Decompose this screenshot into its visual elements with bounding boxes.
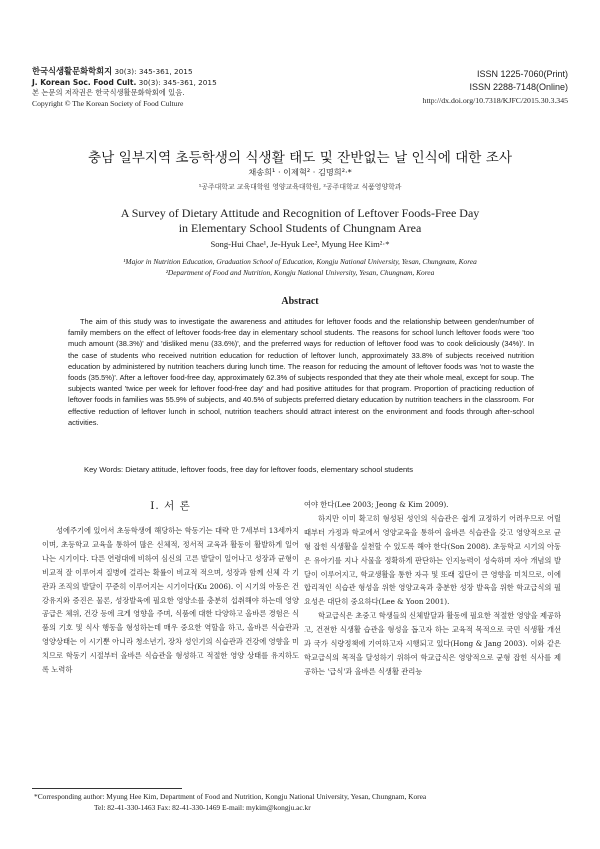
footnote xyxy=(34,792,574,813)
footnote-divider xyxy=(32,788,182,789)
abstract-text: The aim of this study was to investigate the awareness and attitudes for leftover foods and the relationship between gender/number of family members on the effect of leftover foods-free day in elementary school students. The reasons for school lunch leftover foods were 'too much amount (38.3%)' and 'disliked menu (33.6%)', and the preferred ways for reduction of leftover food was 'to cook deliciously (34%)'. In the case of students who received nutrition education for reduction of leftover lunch, approximately 33.8% of subjects received nutrition education by administered by nutrition teachers during lunch time. The reason for reducing the amount of leftover foods was 'not to waste the foods (35.5%)'. After a leftover food-free day, approximately 62.3% of subjects responded that they ate their whole meal, except for soup. The subjects wanted 'twice per week for leftover food-free day' and had positive attitudes for that program. Proportion of practicing reduction of leftover foods in families was 55.9% of subjects, and 40.5% of subjects preferred dietary education by nutrition teachers in the classroom. For effective reduction of leftover lunch in school, nutrition teachers should attract interest on the environment and foods through after-school activities. xyxy=(68,317,534,427)
journal-header xyxy=(32,66,217,109)
issn-online: ISSN 2288-7148(Online) xyxy=(469,82,568,92)
issn-print: ISSN 1225-7060(Print) xyxy=(476,69,568,79)
title-korean: 충남 일부지역 초등학생의 식생활 태도 및 잔반없는 날 인식에 대한 조사 xyxy=(87,150,513,166)
title-english xyxy=(0,206,600,236)
paragraph: 성에주기에 있어서 초등학생에 해당하는 학동기는 대략 만 7세부터 13세까지이며, 초등학교 교육을 통하여 많은 신체적, 정서적 교육과 활동이 활발하게 일어나는 시기이다. 다른 연령대에 비하여 심신의 고른 발달이 일어나고 성장과 균형이 비교적 잘 이루어져 질병에 걸리는 확률이 비교적 적으며, 성장과 함께 신체 각 기관과 조직의 발달이 꾸준히 이루어지는 시기이다(Ku 2006). 이 시기의 아동은 건강유지와 증진은 물론, 성장발육에 필요한 영양소를 충분히 섭취해야 하는데 영양공급은 체위, 건강 등에 크게 영향을 주며, 식품에 대한 다양하고 올바른 경험은 식품의 기호 및 식사 행동을 형성하는데 매우 중요한 역할을 하고, 올바른 식습관과 영양상태는 이 시기뿐 아니라 청소년기, 장차 성인기의 식습관과 건강에 영향을 미치므로 학동기 시절부터 올바른 식습관을 형성하고 적절한 영양 상태를 유지하도록 노력하 xyxy=(42,526,299,675)
issn-block xyxy=(423,68,568,107)
copyright-en: Copyright © The Korean Society of Food Culture xyxy=(32,98,184,108)
body-column-right xyxy=(304,498,561,679)
doi-link[interactable]: http://dx.doi.org/10.7318/KJFC/2015.30.3.345 xyxy=(422,96,568,105)
copyright-ko: 본 논문의 저작권은 한국식생활문화학회에 있음. xyxy=(32,88,185,97)
journal-volume-en: 30(3): 345-361, 2015 xyxy=(138,77,217,87)
paragraph: 학교급식은 초중고 학생들의 신체발달과 활동에 필요한 적절한 영양을 제공하고, 건전한 식생활 습관을 형성을 돕고자 하는 교육적 목적으로 국민 식생활 개선과 국가 식량정책에 기여하고자 시행되고 있다(Hong & Jang 2003). 이와 같은 학교급식의 목적을 달성하기 위하여 학교급식은 영양적으로 균형 잡힌 식사를 제공하는 '급식'과 올바른 식생활 관리능 xyxy=(304,611,561,676)
abstract-heading: Abstract xyxy=(281,296,319,307)
body-column-left xyxy=(42,524,299,677)
affiliations-english xyxy=(0,257,600,278)
title-english-line2: in Elementary School Students of Chungnam Area xyxy=(178,221,422,235)
title-english-line1: A Survey of Dietary Attitude and Recognition of Leftover Foods-Free Day xyxy=(120,206,480,220)
corresponding-author: *Corresponding author: Myung Hee Kim, Department of Food and Nutrition, Kongju National University, Yesan, Chungnam, Korea xyxy=(34,792,427,801)
affiliation-1: ¹Major in Nutrition Education, Graduation School of Education, Kongju National University, Yesan, Chungnam, Korea xyxy=(123,257,477,266)
authors-english: Song-Hui Chae¹, Je-Hyuk Lee², Myung Hee Kim²·* xyxy=(210,239,390,249)
keywords: Key Words: Dietary attitude, leftover foods, free day for leftover foods, elementary school students xyxy=(84,465,414,474)
section-heading-introduction: Ⅰ. 서 론 xyxy=(150,500,191,512)
journal-name-en: J. Korean Soc. Food Cult. xyxy=(32,77,137,87)
contact-info: Tel: 82-41-330-1463 Fax: 82-41-330-1469 E-mail: mykim@kongju.ac.kr xyxy=(94,802,311,812)
authors-korean: 채송희¹ · 이제혁² · 김명희²·* xyxy=(248,167,352,177)
paragraph: 하지만 이미 확고히 형성된 성인의 식습관은 쉽게 교정하기 어려우므로 어릴 때부터 가정과 학교에서 영양교육을 통하여 올바른 식습관을 갖고 영양적으로 균형 잡힌 식생활을 실천할 수 있도록 해야 한다(Son 2008). 초등학교 시기의 아동은 유아기를 지나 사물을 정확하게 판단하는 인지능력이 성숙하며 자아 개념의 발달이 이루어지고, 학교생활을 통한 자극 및 또래 집단이 큰 영향을 미치므로, 이에 합리적인 식습관 형성을 위한 영양교육과 충분한 성장 발육을 위한 학교급식의 필요성은 대단히 중요하다(Lee & Yoon 2001). xyxy=(304,513,561,607)
journal-name-ko: 한국식생활문화학회지 xyxy=(32,66,113,76)
affiliations-korean: ¹공주대학교 교육대학원 영양교육대학원, ²공주대학교 식품영양학과 xyxy=(198,183,402,191)
journal-volume-ko: 30(3): 345-361, 2015 xyxy=(114,67,193,76)
paragraph: 여야 한다(Lee 2003; Jeong & Kim 2009). xyxy=(304,500,449,509)
affiliation-2: ²Department of Food and Nutrition, Kongju National University, Yesan, Chungnam, Korea xyxy=(165,267,435,277)
